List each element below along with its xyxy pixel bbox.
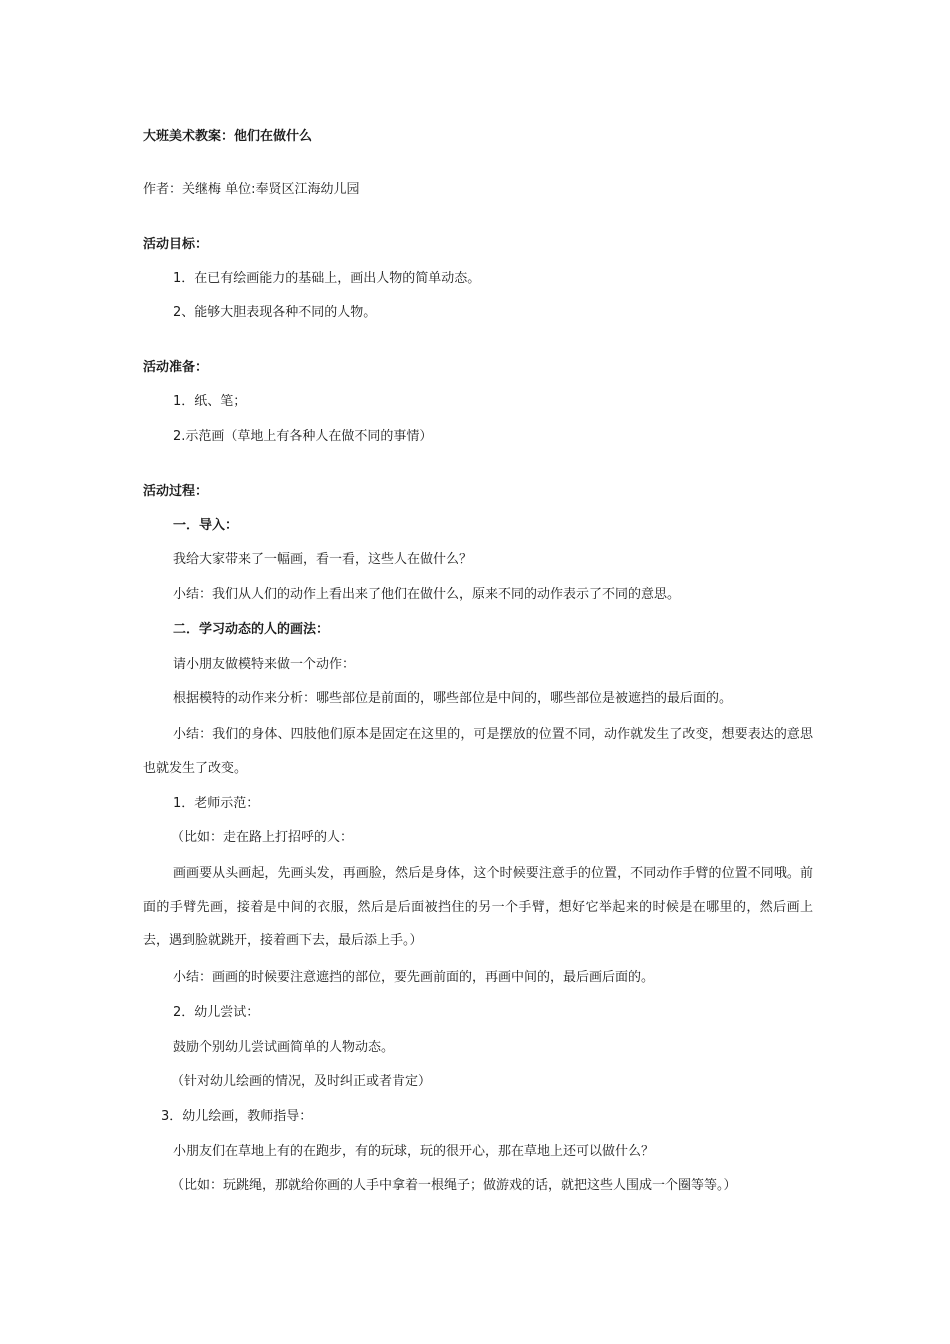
goal-item: 1．在已有绘画能力的基础上，画出人物的简单动态。: [173, 271, 481, 286]
author-line: 作者：关继梅 单位:奉贤区江海幼儿园: [143, 182, 360, 197]
step2-line: 鼓励个别幼儿尝试画简单的人物动态。: [173, 1040, 395, 1055]
step3-heading: 3．幼儿绘画，教师指导：: [161, 1109, 313, 1124]
part1-line: 我给大家带来了一幅画，看一看，这些人在做什么？: [173, 552, 473, 567]
preparation-item: 2.示范画（草地上有各种人在做不同的事情）: [173, 429, 433, 444]
part2-heading: 二．学习动态的人的画法：: [173, 622, 330, 637]
step3-line: 小朋友们在草地上有的在跑步，有的玩球，玩的很开心，那在草地上还可以做什么？: [173, 1144, 655, 1159]
step1-example: （比如：走在路上打招呼的人：: [171, 830, 354, 845]
step3-line: （比如：玩跳绳，那就给你画的人手中拿着一根绳子；做游戏的话，就把这些人围成一个圈等等。）: [171, 1178, 737, 1193]
step2-line: （针对幼儿绘画的情况，及时纠正或者肯定）: [171, 1074, 432, 1089]
part1-heading: 一．导入：: [173, 518, 239, 533]
part2-summary: 小结：我们的身体、四肢他们原本是固定在这里的，可是摆放的位置不同，动作就发生了改变，想要表达的意思也就发生了改变。: [143, 727, 813, 776]
step1-summary: 小结：画画的时候要注意遮挡的部位，要先画前面的，再画中间的，最后画后面的。: [173, 970, 655, 985]
step1-paragraph: 画画要从头画起，先画头发，再画脸，然后是身体，这个时候要注意手的位置，不同动作手臂的位置不同哦。前面的手臂先画，接着是中间的衣服，然后是后面被挡住的另一个手臂，想好它举起来的时候是在哪里的，然后画上去，遇到脸就跳开，接着画下去，最后添上手。）: [143, 866, 813, 948]
step2-heading: 2．幼儿尝试：: [173, 1005, 260, 1020]
preparation-heading: 活动准备：: [143, 360, 209, 375]
goal-item: 2、能够大胆表现各种不同的人物。: [173, 305, 377, 320]
part2-line: 请小朋友做模特来做一个动作：: [173, 657, 356, 672]
goals-heading: 活动目标：: [143, 237, 209, 252]
preparation-item: 1．纸、笔；: [173, 394, 247, 409]
process-heading: 活动过程：: [143, 484, 209, 499]
document-title: 大班美术教案：他们在做什么: [143, 129, 313, 144]
step1-heading: 1．老师示范：: [173, 796, 260, 811]
part1-summary: 小结：我们从人们的动作上看出来了他们在做什么，原来不同的动作表示了不同的意思。: [173, 587, 681, 602]
part2-line: 根据模特的动作来分析：哪些部位是前面的，哪些部位是中间的，哪些部位是被遮挡的最后面的。: [173, 691, 733, 706]
